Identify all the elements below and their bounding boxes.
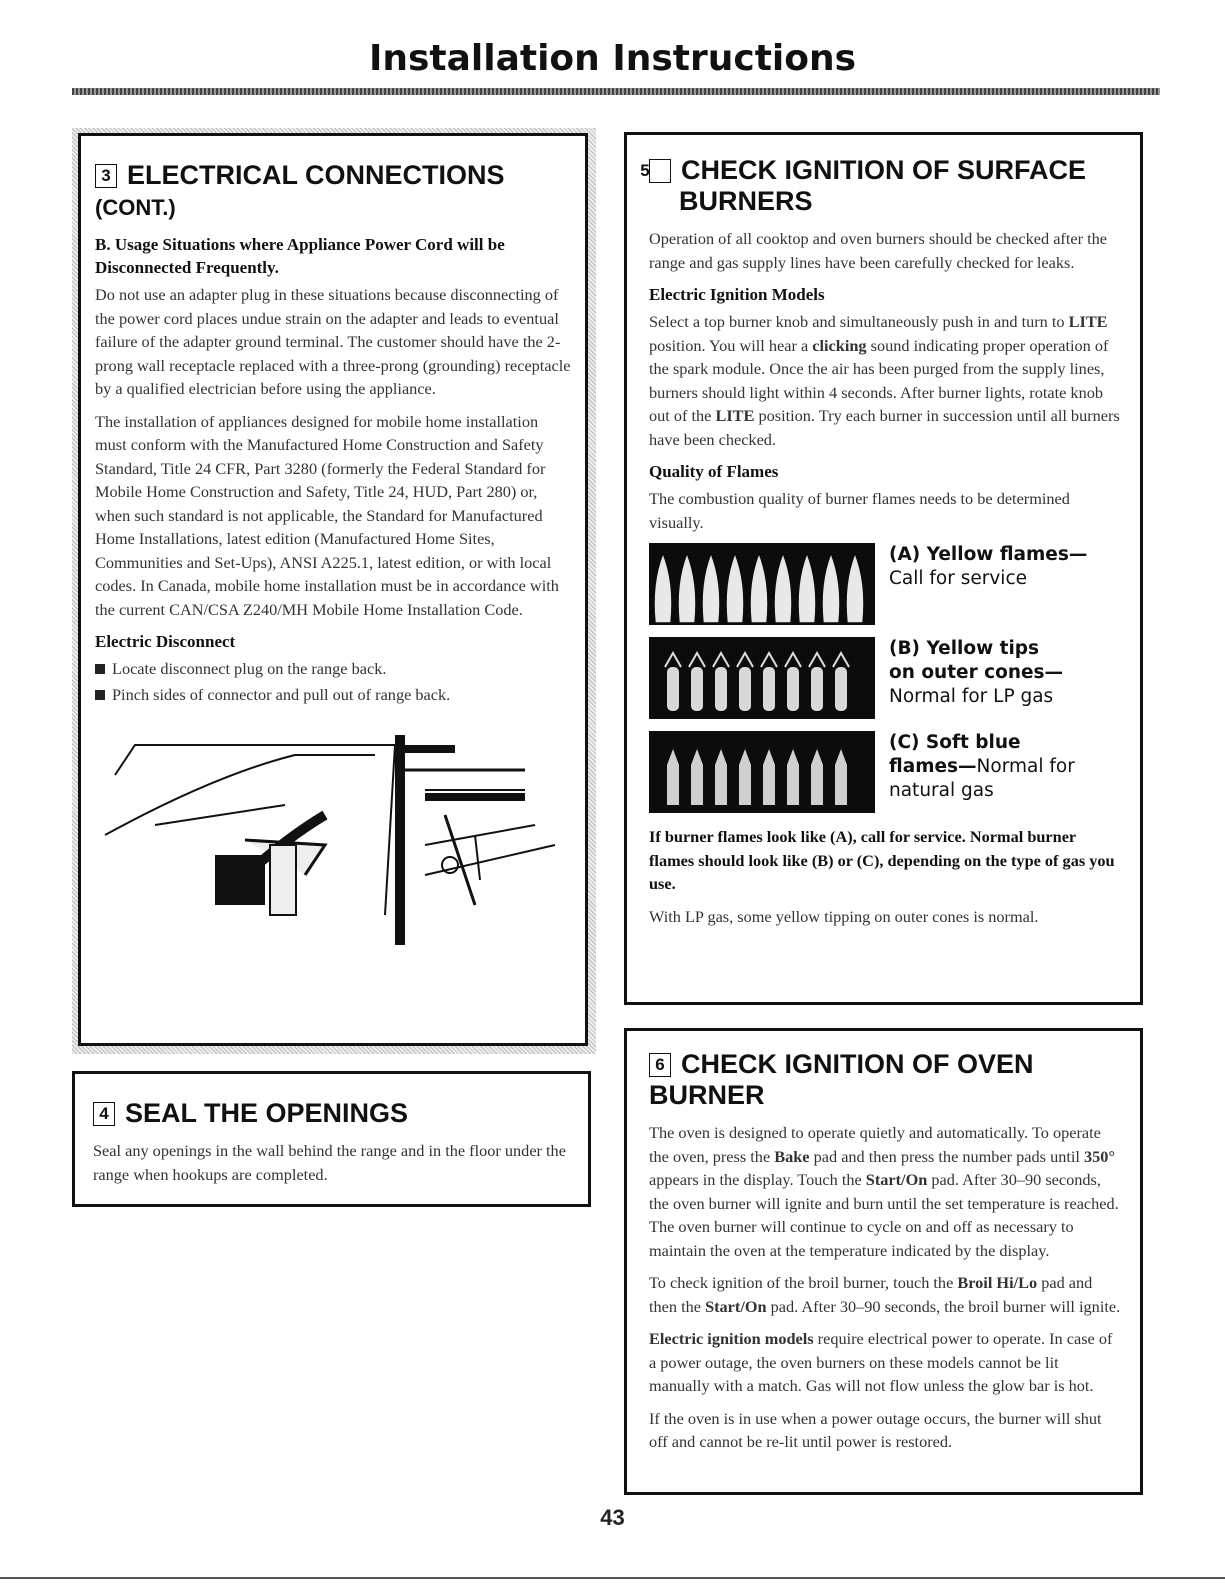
flame-caption: (A) Yellow flames— Call for service: [889, 544, 1088, 589]
paragraph: With LP gas, some yellow tipping on outer cones is normal.: [649, 906, 1039, 926]
paragraph: To check ignition of the broil burner, touch the Broil Hi/Lo pad and then the Start/On pad. After 30–90 seconds, the broil burner will ignite.: [649, 1273, 1121, 1316]
page-title: Installation Instructions: [368, 38, 857, 79]
paragraph: The combustion quality of burner flames needs to be determined visually.: [649, 489, 1070, 532]
yellow-flames-image: [649, 543, 875, 625]
paragraph: The installation of appliances designed for mobile home installation must conform with the Manufactured Home Construction and Safety Standard, Title 24 CFR, Part 3280 (formerly the Federal Standard for Mobile Home Construction and Safety, Title 24, HUD, Part 280) or, when such standard is not applicable, the Standard for Manufactured Home Installations, latest edition (Manufactured Home Sites, Communities and Set-Ups), ANSI A225.1, latest edition, or with local codes. In Canada, mobile home installation must be in accordance with the current CAN/CSA Z240/MH Mobile Home Installation Code.: [95, 411, 559, 619]
section-electrical-connections: [78, 133, 588, 1046]
paragraph: Electric ignition models require electrical power to operate. In case of a power outage, the oven burners on these models cannot be lit manually with a match. Gas will not flow unless the glow bar is hot.: [649, 1329, 1113, 1395]
bullet-icon: [95, 664, 105, 674]
flame-example-a: [649, 543, 1122, 625]
section-number: 4: [93, 1102, 115, 1126]
paragraph: The oven is designed to operate quietly and automatically. To operate the oven, press the Bake pad and then press the number pads until 350° appears in the display. Touch the Start/On pad. After 30–90 seconds, the oven burner will ignite and burn until the set temperature is reached. The oven burner will continue to cycle on and off as necessary to maintain the oven at the temperature indicated by the display.: [649, 1123, 1119, 1260]
section-check-oven-burner: [624, 1028, 1143, 1495]
subheading: Quality of Flames: [649, 462, 779, 481]
section-title: 4 SEAL THE OPENINGS: [93, 1098, 570, 1129]
section-number: 5: [649, 159, 671, 183]
section-number: 6: [649, 1053, 671, 1077]
flame-example-c: [649, 731, 1122, 813]
section-number: 3: [95, 164, 117, 188]
section-seal-openings: [72, 1071, 591, 1207]
soft-blue-flames-image: [649, 731, 875, 813]
section-check-surface-burners: [624, 132, 1143, 1005]
paragraph: Seal any openings in the wall behind the range and in the floor under the range when hookups are completed.: [93, 1141, 566, 1184]
subheading: B. Usage Situations where Appliance Power Cord will be Disconnected Frequently.: [95, 235, 505, 277]
paragraph: If the oven is in use when a power outage occurs, the burner will shut off and cannot be re-lit until power is restored.: [649, 1408, 1102, 1451]
disconnect-plug-illustration: [95, 715, 565, 945]
bullet-item: Pinch sides of connector and pull out of range back.: [95, 683, 571, 707]
paragraph: Operation of all cooktop and oven burners should be checked after the range and gas supply lines have been carefully checked for leaks.: [649, 229, 1107, 272]
flame-caption: (B) Yellow tips on outer cones— Normal for LP gas: [889, 638, 1064, 707]
page-number: 43: [600, 1505, 625, 1530]
flame-caption: (C) Soft blue flames—Normal for natural gas: [889, 732, 1075, 801]
section-title: 6 CHECK IGNITION OF OVEN BURNER: [649, 1049, 1034, 1110]
flame-example-b: [649, 637, 1122, 719]
subheading: Electric Ignition Models: [649, 285, 825, 304]
paragraph: Select a top burner knob and simultaneously push in and turn to LITE position. You will hear a clicking sound indicating proper operation of the spark module. Once the air has been purged from the supply lines, burners should light within 4 seconds. After burner lights, rotate knob out of the LITE position. Try each burner in succession until all burners have been checked.: [649, 312, 1120, 449]
section-title: 5 CHECK IGNITION OF SURFACE BURNERS: [640, 155, 1087, 216]
title-rule: [72, 88, 1160, 95]
section-title: 3 ELECTRICAL CONNECTIONS (CONT.): [95, 160, 505, 220]
subheading: Electric Disconnect: [95, 632, 236, 651]
bottom-rule: [0, 1577, 1225, 1579]
bullet-item: Locate disconnect plug on the range back.: [95, 657, 571, 681]
bold-note: If burner flames look like (A), call for service. Normal burner flames should look like (B) or (C), depending on the type of gas you use.: [649, 827, 1115, 893]
paragraph: Do not use an adapter plug in these situations because disconnecting of the power cord places undue strain on the adapter and leads to eventual failure of the adapter ground terminal. The customer should have the 2-prong wall receptacle replaced with a three-prong (grounding) receptacle by a qualified electrician before using the appliance.: [95, 285, 571, 398]
yellow-tips-flames-image: [649, 637, 875, 719]
bullet-icon: [95, 690, 105, 700]
